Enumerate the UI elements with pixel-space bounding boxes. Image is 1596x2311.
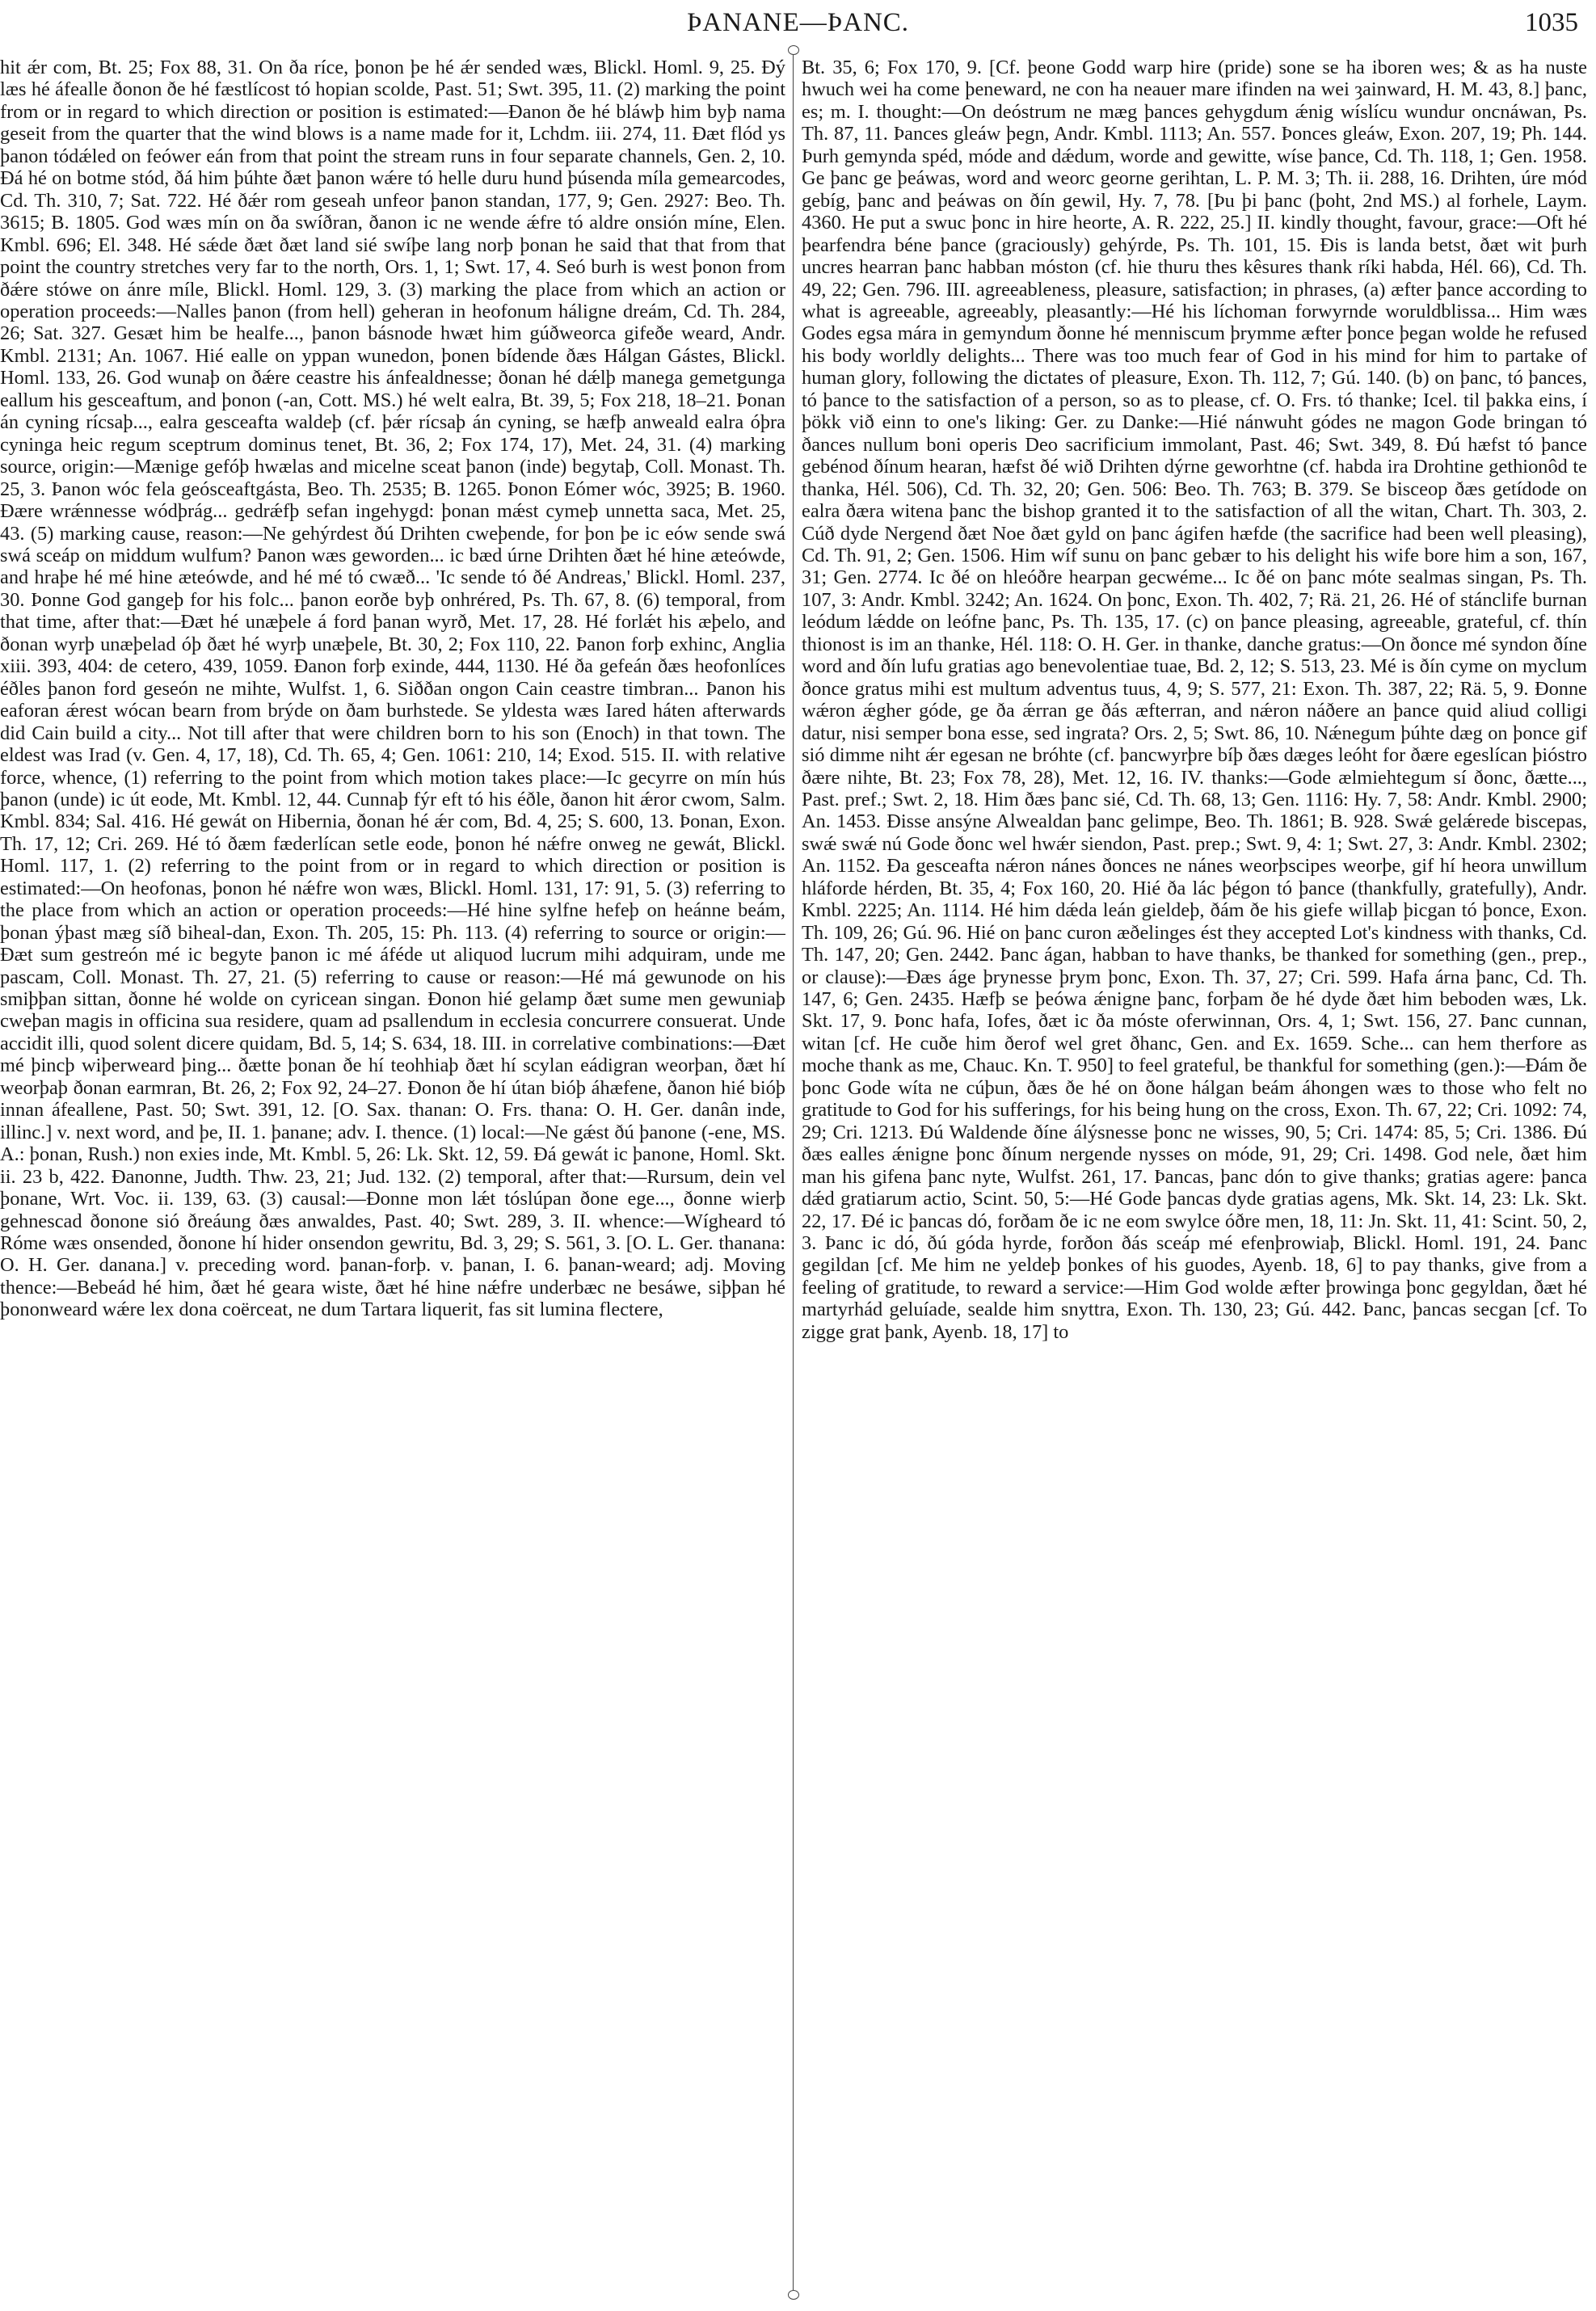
page-header (0, 8, 1596, 44)
left-column (0, 57, 785, 2295)
column-divider-ornament-top (788, 45, 799, 55)
right-column (802, 57, 1587, 2295)
running-head: ÞANANE—ÞANC. (686, 8, 910, 37)
column-divider-ornament-bottom (788, 2290, 799, 2300)
column-divider (793, 47, 794, 2295)
right-column-text: Bt. 35, 6; Fox 170, 9. [Cf. þeone Godd warp hire (pride) sone se ha iboren wes; & as ha nuste hwuch wei ha come þeneward, ne con ha neauer mare ifinden na wei ȝainward, H. M. 43, 8.] þanc, es; m. I. thought:—On deóstrum ne mæg þances gehygdum ǽnig wíslícu wundur oncnáwan, Ps. Th. 87, 11. Þances gleáw þegn, Andr. Kmbl. 1113; An. 557. Þonces gleáw, Exon. 207, 19; Ph. 144. Þurh gemynda spéd, móde and dǽdum, worde and gewitte, wíse þance, Cd. Th. 118, 1; Gen. 1958. Ge þanc ge þeáwas, word and weorc georne gerihtan, L. P. M. 3; Th. ii. 288, 16. Drihten, úre mód gebíg, þanc and þeáwas on ðín gewil, Hy. 7, 78. [Þu þi þanc (þoht, 2nd MS.) al forhele, Laym. 4360. He put a swuc þonc in hire heorte, A. R. 222, 25.] II. kindly thought, favour, grace:—Oft hé þearfendra béne þance (graciously) gehýrde, Ps. Th. 101, 15. Ðis is landa betst, ðæt wit þurh uncres hearran þanc habban móston (cf. hie thuru thes kêsures thank ríki habda, Hél. 66), Cd. Th. 49, 22; Gen. 796. III. agreeableness, pleasure, satisfaction; in phrases, (a) æfter þance according to what is agreeable, agreeably, pleasantly:—Hé his líchoman forwyrnde woruldblissa... Him wæs Godes egsa mára in gemyndum ðonne hé menniscum þrymme æfter þonce þegan wolde he refused his body worldly delights... There was too much fear of God in his mind for him to partake of human glory, following the dictates of pleasure, Exon. Th. 112, 7; Gú. 140. (b) on þanc, tó þances, tó þance to the satisfaction of a person, so as to please, cf. O. Frs. tó thanke; Icel. til þakka eins, í þökk við einn to one's liking: Ger. zu Danke:—Hié nánwuht gódes ne magon Gode bringan tó ðances nullum boni operis Deo sacrificium immolant, Past. 46; Swt. 349, 8. Ðú hæfst tó þance gebénod ðínum hearan, hæfst ðé wið Drihten dýrne geworhtne (cf. habda ira Drohtine gethionôd te thanka, Hél. 506), Cd. Th. 32, 20; Gen. 506: Beo. Th. 763; B. 379. Se bisceop ðæs getídode on ealra ðæra witena þanc the bishop granted it to the satisfaction of all the witan, Chart. Th. 303, 2. Cúð dyde Nergend ðæt Noe ðæt gyld on þanc ágifen hæfde (the sacrifice had been well pleasing), Cd. Th. 91, 2; Gen. 1506. Him wíf sunu on þanc gebær to his delight his wife bore him a son, 167, 31; Gen. 2774. Ic ðé on hleóðre hearpan gecwéme... Ic ðé on þanc móte sealmas singan, Ps. Th. 107, 3: Andr. Kmbl. 3242; An. 1624. On þonc, Exon. Th. 402, 7; Rä. 21, 26. Hé of stánclife burnan leódum lǽdde on leófne þanc, Ps. Th. 135, 17. (c) on þance pleasing, agreeable, grateful, cf. thín thionost is im an thanke, Hél. 118: O. H. Ger. in thanke, danche gratus:—On ðonce mé syndon ðíne word and ðín lufu gratias ago benevolentiae tuae, Bd. 2, 12; S. 513, 23. Mé is ðín cyme on myclum ðonce gratus mihi est multum adventus tuus, 4, 9; S. 577, 21: Exon. Th. 387, 22; Rä. 5, 9. Ðonne wǽron ǽgher góde, ge ða ǽrran ge ðás æfterran, and nǽron náðere an þance quid aliud colligi datur, nisi semper bona esse, sed ingrata? Ors. 2, 5; Swt. 86, 10. Nǽnegum þúhte dæg on þonce gif sió dimme niht ǽr egesan ne bróhte (cf. þancwyrþre bíþ ðæs dæges leóht for ðære egeslícan þióstro ðære nihte, Bt. 23; Fox 78, 28), Met. 12, 16. IV. thanks:—Gode ælmiehtegum sí ðonc, ðætte..., Past. pref.; Swt. 2, 18. Him ðæs þanc sié, Cd. Th. 68, 13; Gen. 1116: Hy. 7, 58: Andr. Kmbl. 2900; An. 1453. Ðisse ansýne Alwealdan þanc gelimpe, Beo. Th. 1861; B. 928. Swǽ gelǽrede biscepas, swǽ swǽ nú Gode ðonc wel hwǽr siendon, Past. prep.; Swt. 9, 4: 1; Swt. 27, 3: Andr. Kmbl. 2302; An. 1152. Ða gesceafta nǽron nánes ðonces ne nánes weorþscipes weorþe, gif hí heora unwillum hláforde hérden, Bt. 35, 4; Fox 160, 20. Hié ða lác þégon tó þance (thankfully, gratefully), Andr. Kmbl. 2225; An. 1114. Hé him dǽda leán gieldeþ, ðám ðe his giefe willaþ þicgan tó þonce, Exon. Th. 109, 26; Gú. 96. Hié on þanc curon æðelinges ést they accepted Lot's kindness with thanks, Cd. Th. 147, 20; Gen. 2442. Þanc ágan, habban to have thanks, be thanked for something (gen., prep., or clause):—Ðæs áge þrynesse þrym þonc, Exon. Th. 37, 27; Cri. 599. Hafa árna þanc, Cd. Th. 147, 6; Gen. 2435. Hæfþ se þeówa ǽnigne þanc, forþam ðe hé dyde ðæt him beboden wæs, Lk. Skt. 17, 9. Þonc hafa, Iofes, ðæt ic ða móste oferwinnan, Ors. 4, 1; Swt. 156, 27. Þanc cunnan, witan [cf. He cuðe him ðerof wel gret ðhanc, Gen. and Ex. 1659. Sche... can hem therfore as moche thank as me, Chauc. Kn. T. 950] to feel grateful, be thankful for something (gen.):—Ðám ðe þonc Gode wíta ne cúþun, ðæs ðe hé on ðone hálgan beám áhongen wæs to those who felt no gratitude to God for his sufferings, for his being hung on the cross, Exon. Th. 67, 22; Cri. 1092: 74, 29; Cri. 1213. Ðú Waldende ðíne álýsnesse þonc ne wisses, 90, 5; Cri. 1474: 85, 5; Cri. 1386. Ðú ðæs ealles ǽnigne þonc ðínum nergende nysses on móde, 91, 29; Cri. 1498. God nele, ðæt him man his gifena þanc nyte, Wulfst. 261, 17. Þancas, þanc dón to give thanks; gratias agere: þanca dǽd gratiarum actio, Scint. 50, 5:—Hé Gode þancas dyde gratias agens, Mk. Skt. 14, 23: Lk. Skt. 22, 17. Ðé ic þancas dó, forðam ðe ic ne eom swylce óðre men, 18, 11: Jn. Skt. 11, 41: Scint. 50, 2, 3. Þanc ic dó, ðú góda hyrde, forðon ðás sceáp mé efenþrowiaþ, Blickl. Homl. 191, 24. Þanc gegildan [cf. Me him ne yeldeþ þonkes of his guodes, Ayenb. 18, 6] to pay thanks, give from a feeling of gratitude, to reward a service:—Him God wolde æfter þrowinga þonc gegyldan, ðæt hé martyrhád geluíade, sealde him snyttra, Exon. Th. 130, 23; Gú. 442. Þanc, þancas secgan [cf. To zigge grat þank, Ayenb. 18, 17] to (802, 57, 1587, 1343)
left-column-text: hit ǽr com, Bt. 25; Fox 88, 31. On ða ríce, þonon þe hé ǽr sended wæs, Blickl. Homl. 9, 25. Ðý læs hé áfealle ðonon ðe hé fæstlícost tó hopian scolde, Past. 51; Swt. 395, 11. (2) marking the point from or in regard to which direction or position is estimated:—Ðanon ðe hé bláwþ him byþ nama geseit from the quarter that the wind blows is a name made for it, Lchdm. iii. 274, 11. Ðæt flód ys þanon tódǽled on feówer eán from that point the stream runs in four separate channels, Gen. 2, 10. Ðá hé on botme stód, ðá him þúhte ðæt þanon wǽre tó helle duru hund þúsenda míla gemearcodes, Cd. Th. 310, 7; Sat. 722. Hé ðǽr rom geseah unfeor þanon standan, 177, 9; Gen. 2927: Beo. Th. 3615; B. 1805. God wæs mín on ða swíðran, ðanon ic ne wende ǽfre tó aldre onsión míne, Elen. Kmbl. 696; El. 348. Hé sǽde ðæt ðæt land sié swíþe lang norþ þonan he said that that from that point the country stretches very far to the north, Ors. 1, 1; Swt. 17, 4. Seó burh is west þonon from ðǽre stówe on ánre míle, Blickl. Homl. 129, 3. (3) marking the place from which an action or operation proceeds:—Nalles þanon (from hell) geheran in heofonum háligne dreám, Cd. Th. 284, 26; Sat. 327. Gesæt him be healfe..., þanon básnode hwæt him gúðweorca gifeðe weard, Andr. Kmbl. 2131; An. 1067. Hié ealle on yppan wunedon, þonen bídende ðæs Hálgan Gástes, Blickl. Homl. 133, 26. God wunaþ on ðǽre ceastre his ánfealdnesse; ðonan hé dǽlþ manega gemetgunga eallum his gesceaftum, and þonon (-an, Cott. MS.) hé welt ealra, Bt. 39, 5; Fox 218, 18–21. Þonan án cyning rícsaþ..., ealra gesceafta waldeþ (cf. þǽr rícsaþ án cyning, se hæfþ anweald ealra óþra cyninga heic regum sceptrum dominus tenet, Bt. 36, 2; Fox 174, 17), Met. 24, 31. (4) marking source, origin:—Mænige gefóþ hwælas and micelne sceat þanon (inde) begytaþ, Coll. Monast. Th. 25, 3. Þanon wóc fela geósceaftgásta, Beo. Th. 2535; B. 1265. Þonon Eómer wóc, 3925; B. 1960. Ðære wrǽnnesse wódþrág... gedrǽfþ sefan ingehygd: þonan mǽst cymeþ unnetta saca, Met. 25, 43. (5) marking cause, reason:—Ne gehýrdest ðú Drihten cweþende, for þon þe ic eów sende swá swá sceáp on middum wulfum? Þanon wæs geworden... ic bæd úrne Drihten ðæt hé hine æteówde, and hraþe hé mé hine æteówde, and hé mé tó cwæð... 'Ic sende tó ðé Andreas,' Blickl. Homl. 237, 30. Þonne God gangeþ for his folc... þanon eorðe byþ onhréred, Ps. Th. 67, 8. (6) temporal, from that time, after that:—Ðæt hé unæþele á ford þanan wyrð, Met. 17, 28. Hé forlǽt his æþelo, and ðonan wyrþ unæþelad óþ ðæt hé wyrþ unæþele, Bt. 30, 2; Fox 110, 22. Þanon forþ exhinc, Anglia xiii. 393, 404: de cetero, 439, 1059. Ðanon forþ exinde, 444, 1130. Hé ða gefeán ðæs heofonlíces éðles þanon ford geseón ne mihte, Wulfst. 1, 6. Siððan ongon Cain ceastre timbran... Þanon his eaforan ǽrest wócan bearn from brýde on ðam burhstede. Se yldesta wæs Iared háten afterwards did Cain build a city... Not till after that were children born to his son (Enoch) in that town. The eldest was Irad (v. Gen. 4, 17, 18), Cd. Th. 65, 4; Gen. 1061: 210, 14; Exod. 515. II. with relative force, whence, (1) referring to the point from which motion takes place:—Ic gecyrre on mín hús þanon (unde) ic út eode, Mt. Kmbl. 12, 44. Cunnaþ fýr eft tó his éðle, ðanon hit ǽror cwom, Salm. Kmbl. 834; Sal. 416. Hé gewát on Hibernia, ðonan hé ǽr com, Bd. 4, 25; S. 600, 13. Þonan, Exon. Th. 17, 12; Cri. 269. Hé tó ðæm fæderlícan setle eode, þonon hé nǽfre onweg ne gewát, Blickl. Homl. 117, 1. (2) referring to the point from or in regard to which direction or position is estimated:—On heofonas, þonon hé nǽfre won wæs, Blickl. Homl. 131, 17: 91, 5. (3) referring to the place from which an action or operation proceeds:—Hé hine sylfne hefeþ on heánne beám, þonan ýþast mæg síð biheal-dan, Exon. Th. 205, 15: Ph. 113. (4) referring to source or origin:—Ðæt sum gestreón mé ic begyte þanon ic mé áféde ut aliquod lucrum mihi adquiram, unde me pascam, Coll. Monast. Th. 27, 21. (5) referring to cause or reason:—Hé má gewunode on his smiþþan sittan, ðonne hé wolde on cyricean singan. Ðonon hié gelamp ðæt sume men gewuniaþ cweþan magis in officina sua residere, quam ad psallendum in ecclesia concurrere consuerat. Unde accidit illi, quod solent dicere quidam, Bd. 5, 14; S. 634, 18. III. in correlative combinations:—Ðæt mé þincþ wiþerweard þing... ðætte þonan ðe hí teohhiaþ ðæt hí scylan eádigran weorþan, ðæt hí weorþaþ ðonan earmran, Bt. 26, 2; Fox 92, 24–27. Ðonon ðe hí útan bióþ áhæfene, ðanon hié bióþ innan áfeallene, Past. 50; Swt. 391, 12. [O. Sax. thanan: O. Frs. thana: O. H. Ger. danân inde, illinc.] v. next word, and þe, II. 1. þanane; adv. I. thence. (1) local:—Ne gǽst ðú þanone (-ene, MS. A.: þonan, Rush.) non exies inde, Mt. Kmbl. 5, 26: Lk. Skt. 12, 59. Ðá gewát ic þanone, Homl. Skt. ii. 23 b, 422. Ðanonne, Judth. Thw. 23, 21; Jud. 132. (2) temporal, after that:—Rursum, dein vel þonane, Wrt. Voc. ii. 139, 63. (3) causal:—Ðonne mon lǽt tóslúpan ðone ege..., ðonne wierþ gehnescad ðonone sió ðreáung ðæs anwaldes, Past. 40; Swt. 289, 3. II. whence:—Wígheard tó Róme wæs onsended, ðonone hí hider onsendon gewritu, Bd. 3, 29; S. 561, 3. [O. L. Ger. thanana: O. H. Ger. danana.] v. preceding word. þanan-forþ. v. þanan, I. 6. þanan-weard; adj. Moving thence:—Bebeád hé him, ðæt hé geara wiste, ðæt hé hine nǽfre underbæc ne besáwe, siþþan hé þononweard wǽre lex dona coërceat, ne dum Tartara liquerit, fas sit lumina flectere, (0, 57, 785, 1321)
page-number: 1035 (1525, 8, 1578, 37)
